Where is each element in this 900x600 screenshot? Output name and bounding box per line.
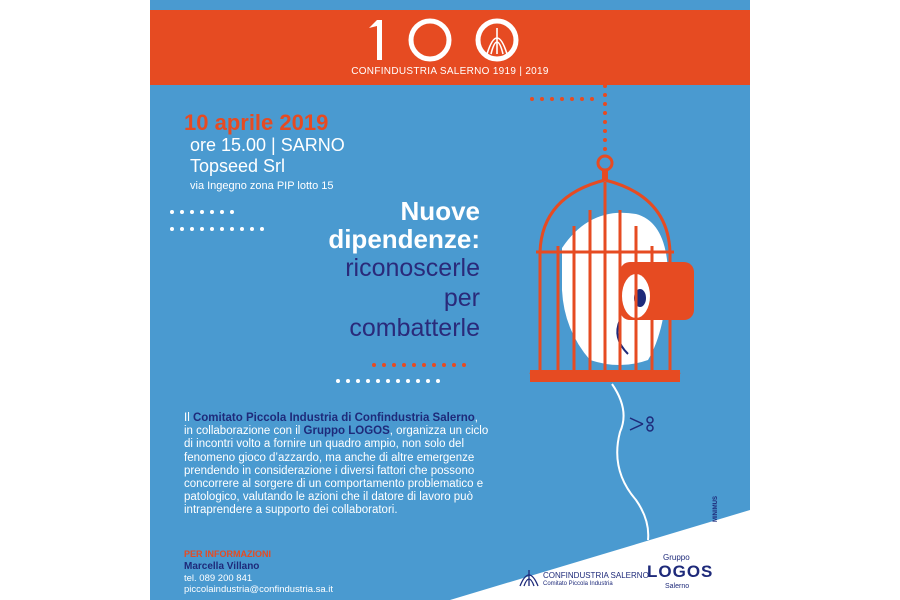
confindustria-logo-icon	[518, 566, 540, 588]
title-line-2: dipendenze:	[328, 224, 480, 254]
body-text: in collaborazione con il	[184, 425, 304, 438]
dotted-line-top	[530, 97, 594, 101]
confindustria-subtitle: Comitato Piccola Industria	[543, 581, 613, 587]
info-contact-name: Marcella Villano	[184, 561, 260, 572]
confindustria-name: CONFINDUSTRIA SALERNO	[543, 571, 649, 580]
event-venue: Topseed Srl	[190, 156, 286, 176]
body-text: , organizza un ciclo di incontri volto a fornire un quadro ampio, non solo del fenomeno gioco d’azzardo, ma anche di altre emergenze prendendo in considerazione i diversi fattori che possono concorrere al sorgere di un comportamento problematico e patologico, valutando le azioni che il datore di lavoro può intraprendere a supporto dei collaboratori.	[184, 425, 489, 517]
event-poster	[150, 0, 750, 600]
logos-group-label: Gruppo	[663, 553, 690, 562]
title-line-1: Nuove	[400, 196, 480, 226]
event-date: 10 aprile 2019	[184, 110, 329, 135]
dotted-line-orange	[372, 363, 466, 367]
trapped-figure	[562, 213, 694, 365]
title-line-5: combatterle	[349, 314, 480, 342]
scissors-icon	[630, 417, 653, 431]
body-highlight-comitato: Comitato Piccola Industria di Confindustria Salerno	[192, 412, 475, 424]
info-phone: tel. 089 200 841	[184, 573, 253, 584]
description-text	[184, 412, 489, 518]
logo-caption: CONFINDUSTRIA SALERNO 1919 | 2019	[351, 66, 549, 77]
title-line-3: riconoscerle	[345, 254, 480, 282]
body-highlight-logos: Gruppo LOGOS	[303, 425, 390, 438]
dotted-line-bottom	[336, 379, 440, 383]
event-address: via Ingegno zona PIP lotto 15	[190, 180, 334, 192]
logos-city: Salerno	[665, 583, 690, 590]
info-email: piccolaindustria@confindustria.sa.it	[184, 584, 334, 595]
dotted-line-left	[170, 210, 264, 231]
cut-string	[612, 384, 648, 540]
event-time-place: ore 15.00 | SARNO	[190, 135, 345, 155]
logos-name: LOGOS	[647, 562, 714, 581]
designer-credit: MINIMUS	[713, 496, 719, 522]
body-text: ,	[474, 412, 478, 424]
info-label: PER INFORMAZIONI	[184, 549, 271, 559]
cage-chain	[603, 84, 607, 151]
title-line-4: per	[443, 284, 480, 312]
body-text: Il	[184, 412, 193, 424]
cage-base	[530, 370, 680, 382]
